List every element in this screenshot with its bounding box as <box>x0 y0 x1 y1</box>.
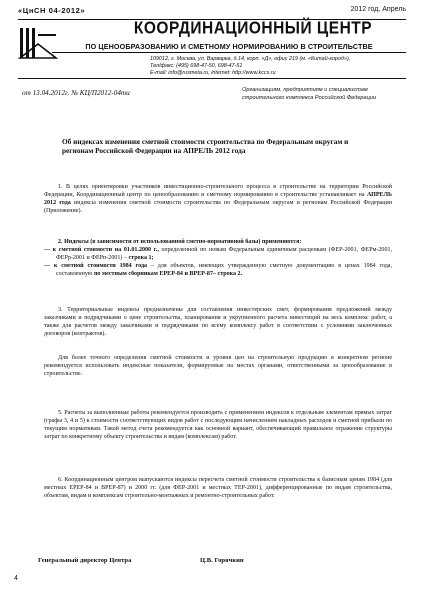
paragraph-number: 3. <box>58 307 63 313</box>
paragraph-5 <box>44 409 392 441</box>
paragraph-4 <box>44 354 392 378</box>
paragraph-number: 6. <box>58 477 63 483</box>
address-line: 109012, г. Москва, ул. Варварка, д.14, корп. «Д», офис 219 (м. «Китай-город»), <box>150 56 351 62</box>
running-header <box>18 4 406 20</box>
paragraph-text: Индексы (в зависимости от использованной сметно-нормативной базы) применяются: <box>64 239 302 245</box>
paragraph-text: Координационным центром выпускаются индексы пересчета сметной стоимости строительства к базисным ценам 1984 (для местных ЕРЕР-84 и ВРЕР-87) и 2000 гг. (для ФЕР-2001 и местных ТЕР-2001), дифференцированные по видам строительства, объектам, видам и комплексам строительно-монтажных и ремонтно-строительных работ. <box>44 477 392 500</box>
signatory-position: Генеральный директор Центра <box>38 557 132 564</box>
paragraph-1 <box>44 183 392 215</box>
organization-subtitle: ПО ЦЕНООБРАЗОВАНИЮ И СМЕТНОМУ НОРМИРОВАНИЮ В СТРОИТЕЛЬСТВЕ <box>85 42 373 51</box>
paragraph-number: 2. <box>58 239 63 245</box>
list-item: — к сметной стоимости на 01.01.2000 г., определенной по новым Федеральным единичным расценкам (ФЕР-2001, ФЕРм-2001, ФЕРр-2001 и ФЕРп-2001) – строка 1; <box>44 247 393 262</box>
contacts-rule <box>18 78 406 79</box>
page-number: 4 <box>14 575 18 582</box>
email-line: E-mail: info@rusmeta.ru, internet: http://www.kccs.ru <box>150 70 276 76</box>
journal-code: «ЦнСН 04-2012» <box>18 6 86 15</box>
highlighted-date: АПРЕЛЬ 2012 года <box>44 192 393 207</box>
paragraph-number: 1. <box>58 184 63 190</box>
addressee-line-2: строительного комплекса Российской Федерации <box>242 95 377 101</box>
addressee-note <box>242 86 412 102</box>
addressee-line-1: Организациям, предприятиям и специалистам <box>242 87 368 93</box>
title-rule <box>52 52 406 53</box>
paragraph-text: В целях ориентировки участников инвестиционно-строительного процесса в строительстве на территории Российской Федерации, Координационный центр по ценообразованию и сметному нормированию в строительстве устанавливает на <box>44 184 393 199</box>
paragraph-text: Для более точного определения сметной стоимости и уровня цен на строительную продукцию в конкретном регионе рекомендуется использовать индексные показатели, формируемые на местах органами, ответственными за ценообразование в строительстве. <box>44 355 392 378</box>
issue-date: 2012 год, Апрель <box>350 6 406 13</box>
paragraph-number: 5. <box>58 410 63 416</box>
paragraph-text: индексы изменения сметной стоимости строительства по Федеральным округам и регионам Российской Федерации (Приложение). <box>44 200 392 215</box>
paragraph-2 <box>44 238 392 278</box>
paragraph-text: Территориальные индексы предназначены для составления инвестерских смет, формирования предложений между заказчиками и подрядчиками о цене строительства, планирования и укрупненного расчета инвестиций на весь комплекс работ, а также для расчетов между заказчиками и подрядчиками по всему комплексу работ в соответствии с условиями заключенных договоров (контрактов). <box>44 307 392 338</box>
signatory-name: Ц.В. Горячкин <box>200 557 244 564</box>
paragraph-text: Расчеты за выполненные работы рекомендуется производить с применением индексов к отдельным элементам прямых затрат (графы 3, 4 и 5) к стоимости соответствующих видов работ с последующим начислением накладных расходов и сметной прибыли по текущим нормативам. Такой метод счета рекомендуется как основной вариант, обеспечивающий правильное отражение структуры затрат по конкретному объекту строительства и видам (комплексам) работ. <box>44 410 392 441</box>
paragraph-6 <box>44 476 392 500</box>
paragraph-3 <box>44 306 392 338</box>
phone-line: Тел/факс: (495) 698-47-50, 698-47-51 <box>150 63 243 69</box>
document-reference: от 13.04.2012г. № КЦ/П2012-04ти <box>22 89 130 97</box>
list-item: — к сметной стоимости 1984 года – для объектов, имеющих утвержденную сметную документацию в ценах 1984 года, составленную по местным сборникам ЕРЕР-84 и ВРЕР-87– строка 2. <box>44 263 392 278</box>
organization-title: КООРДИНАЦИОННЫЙ ЦЕНТР <box>133 18 373 39</box>
document-heading: Об индексах изменения сметной стоимости строительства по Федеральным округам и регионам Российской Федерации на АПРЕЛЬ 2012 года <box>62 137 349 156</box>
contact-block <box>150 56 406 77</box>
